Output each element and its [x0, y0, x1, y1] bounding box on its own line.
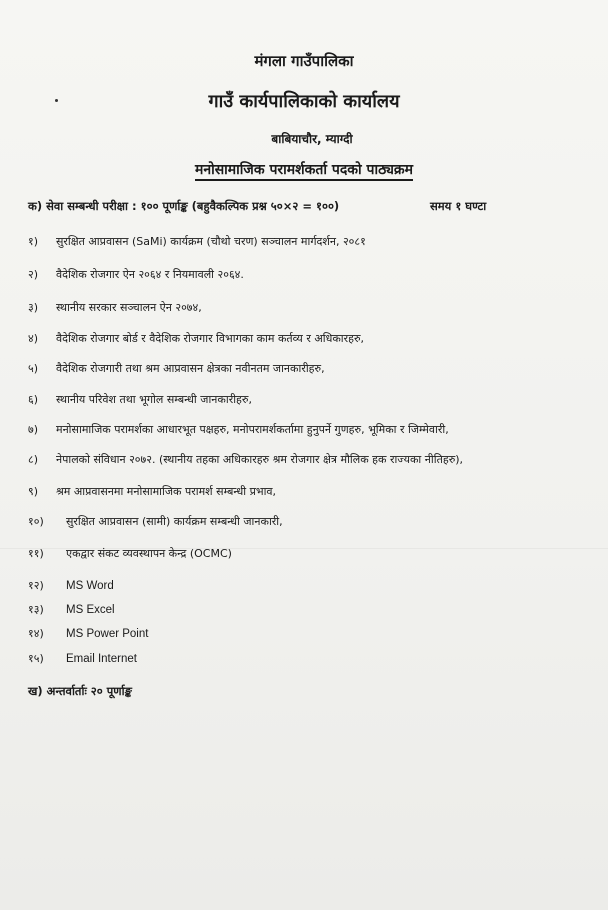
- section-a-title: क) सेवा सम्बन्धी परीक्षा : १०० पूर्णाङ्क (बहुवैकल्पिक प्रश्न ५०×२ = १००): [28, 199, 340, 213]
- item-text: स्थानीय सरकार सञ्चालन ऐन २०७४,: [56, 301, 202, 314]
- list-item: [28, 546, 232, 561]
- item-number: ९): [28, 485, 39, 498]
- item-number: ३): [28, 301, 39, 314]
- item-number: १०): [28, 515, 44, 528]
- item-text: वैदेशिक रोजगार ऐन २०६४ र नियमावली २०६४.: [56, 268, 244, 281]
- item-number: ८): [28, 453, 39, 466]
- item-number: २): [28, 268, 39, 281]
- list-item: [28, 484, 276, 499]
- item-number: ४): [28, 332, 39, 345]
- list-item: [28, 651, 137, 666]
- item-text: एकद्वार संकट व्यवस्थापन केन्द्र (OCMC): [66, 547, 232, 560]
- item-number: १३): [28, 603, 44, 616]
- list-item: [28, 452, 463, 467]
- list-item: [28, 267, 244, 282]
- section-a-time: समय १ घण्टा: [430, 199, 487, 213]
- item-text: सुरक्षित आप्रवासन (सामी) कार्यक्रम सम्बन्धी जानकारी,: [66, 515, 283, 528]
- item-text: श्रम आप्रवासनमा मनोसामाजिक परामर्श सम्बन्धी प्रभाव,: [56, 485, 277, 498]
- list-item: [28, 514, 283, 529]
- section-b-heading: [28, 684, 132, 699]
- item-text: MS Word: [66, 580, 114, 592]
- item-text: सुरक्षित आप्रवासन (SaMi) कार्यक्रम (चौथो चरण) सञ्चालन मार्गदर्शन, २०८१: [56, 235, 366, 248]
- section-a-heading: [28, 199, 487, 214]
- list-item: [28, 392, 252, 407]
- item-text: वैदेशिक रोजगारी तथा श्रम आप्रवासन क्षेत्रका नवीनतम जानकारीहरु,: [56, 362, 325, 375]
- item-number: १५): [28, 652, 44, 665]
- item-number: ५): [28, 362, 39, 375]
- municipality-name: मंगला गाउँपालिका: [254, 52, 354, 70]
- item-number: १): [28, 235, 39, 248]
- syllabus-title-text: मनोसामाजिक परामर्शकर्ता पदको पाठ्यक्रम: [195, 162, 413, 181]
- item-text: Email Internet: [66, 653, 137, 665]
- item-text: मनोसामाजिक परामर्शका आधारभूत पक्षहरु, मनोपरामर्शकर्तामा हुनुपर्ने गुणहरु, भूमिका र जिम्मेवारी,: [56, 423, 449, 436]
- list-item: [28, 422, 449, 437]
- item-number: ७): [28, 423, 39, 436]
- office-address: बाबियाचौर, म्याग्दी: [271, 132, 353, 146]
- list-item: [28, 331, 364, 346]
- item-text: नेपालको संविधान २०७२. (स्थानीय तहका अधिकारहरु श्रम रोजगार क्षेत्र मौलिक हक राज्यका नीतिहरु),: [56, 453, 464, 466]
- section-b-title: ख) अन्तर्वार्ताः २० पूर्णाङ्क: [28, 684, 132, 698]
- item-text: वैदेशिक रोजगार बोर्ड र वैदेशिक रोजगार विभागका काम कर्तव्य र अधिकारहरु,: [56, 332, 365, 345]
- list-item: [28, 234, 366, 249]
- item-number: १२): [28, 579, 44, 592]
- list-item: [28, 300, 202, 315]
- item-text: MS Excel: [66, 604, 115, 616]
- item-text: स्थानीय परिवेश तथा भूगोल सम्बन्धी जानकारीहरु,: [56, 393, 252, 406]
- office-name: गाउँ कार्यपालिकाको कार्यालय: [208, 91, 400, 112]
- syllabus-title: [0, 160, 608, 179]
- item-text: MS Power Point: [66, 628, 149, 640]
- list-item: [28, 626, 148, 641]
- list-item: [28, 361, 325, 376]
- item-number: ६): [28, 393, 39, 406]
- list-item: [28, 602, 115, 617]
- list-item: [28, 578, 114, 593]
- item-number: १४): [28, 627, 44, 640]
- item-number: ११): [28, 547, 44, 560]
